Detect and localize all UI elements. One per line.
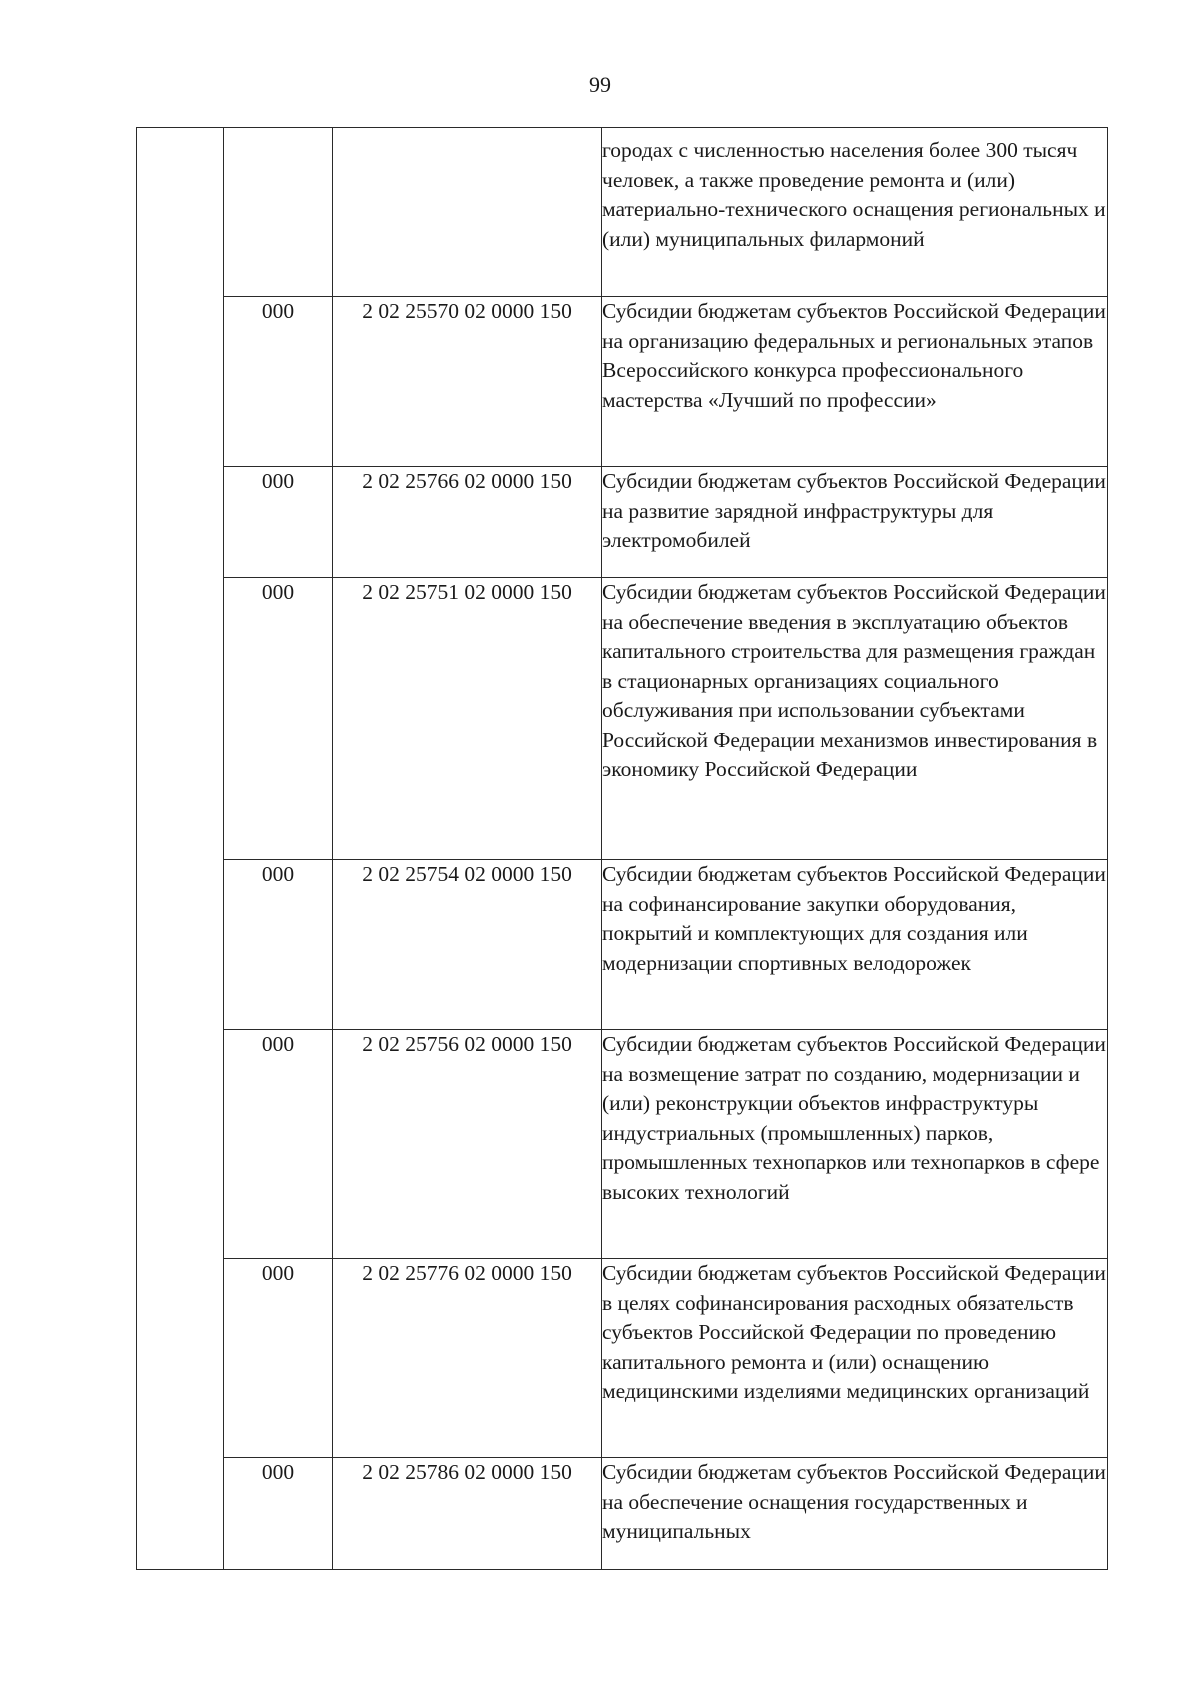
name-cell: городах с численностью населения более 300 тысяч человек, а также проведение ремонта и (или) материально-технического оснащения региональных и (или) муниципальных филармоний	[602, 128, 1108, 297]
name-cell: Субсидии бюджетам субъектов Российской Федерации на обеспечение введения в эксплуатацию объектов капитального строительства для размещения граждан в стационарных организациях социального обслуживания при использовании субъектами Российской Федерации механизмов инвестирования в экономику Российской Федерации	[602, 578, 1108, 860]
admin-code-cell: 000	[224, 860, 333, 1030]
table-row	[137, 578, 1108, 860]
admin-code-cell: 000	[224, 578, 333, 860]
table-row	[137, 860, 1108, 1030]
kbk-code-cell: 2 02 25751 02 0000 150	[333, 578, 602, 860]
admin-code-cell: 000	[224, 1259, 333, 1458]
page-number: 99	[589, 72, 611, 97]
budget-codes-table	[136, 127, 1108, 1570]
kbk-code-cell: 2 02 25754 02 0000 150	[333, 860, 602, 1030]
kbk-code-cell: 2 02 25756 02 0000 150	[333, 1030, 602, 1259]
name-cell: Субсидии бюджетам субъектов Российской Федерации на развитие зарядной инфраструктуры для электромобилей	[602, 467, 1108, 578]
table-row	[137, 128, 1108, 297]
kbk-code-cell: 2 02 25776 02 0000 150	[333, 1259, 602, 1458]
table-row	[137, 1458, 1108, 1570]
name-cell: Субсидии бюджетам субъектов Российской Федерации на обеспечение оснащения государственных и муниципальных	[602, 1458, 1108, 1570]
admin-code-cell: 000	[224, 297, 333, 467]
name-cell: Субсидии бюджетам субъектов Российской Федерации на софинансирование закупки оборудования, покрытий и комплектующих для создания или модернизации спортивных велодорожек	[602, 860, 1108, 1030]
blank-column-cell	[137, 128, 224, 1570]
kbk-code-cell	[333, 128, 602, 297]
name-cell: Субсидии бюджетам субъектов Российской Федерации на организацию федеральных и региональных этапов Всероссийского конкурса профессионального мастерства «Лучший по профессии»	[602, 297, 1108, 467]
admin-code-cell: 000	[224, 1030, 333, 1259]
name-cell: Субсидии бюджетам субъектов Российской Федерации на возмещение затрат по созданию, модернизации и (или) реконструкции объектов инфраструктуры индустриальных (промышленных) парков, промышленных технопарков или технопарков в сфере высоких технологий	[602, 1030, 1108, 1259]
table-row	[137, 1030, 1108, 1259]
admin-code-cell: 000	[224, 1458, 333, 1570]
admin-code-cell: 000	[224, 467, 333, 578]
table-row	[137, 297, 1108, 467]
kbk-code-cell: 2 02 25786 02 0000 150	[333, 1458, 602, 1570]
admin-code-cell	[224, 128, 333, 297]
kbk-code-cell: 2 02 25766 02 0000 150	[333, 467, 602, 578]
table-row	[137, 1259, 1108, 1458]
kbk-code-cell: 2 02 25570 02 0000 150	[333, 297, 602, 467]
name-cell: Субсидии бюджетам субъектов Российской Федерации в целях софинансирования расходных обязательств субъектов Российской Федерации по проведению капитального ремонта и (или) оснащению медицинскими изделиями медицинских организаций	[602, 1259, 1108, 1458]
table-row	[137, 467, 1108, 578]
